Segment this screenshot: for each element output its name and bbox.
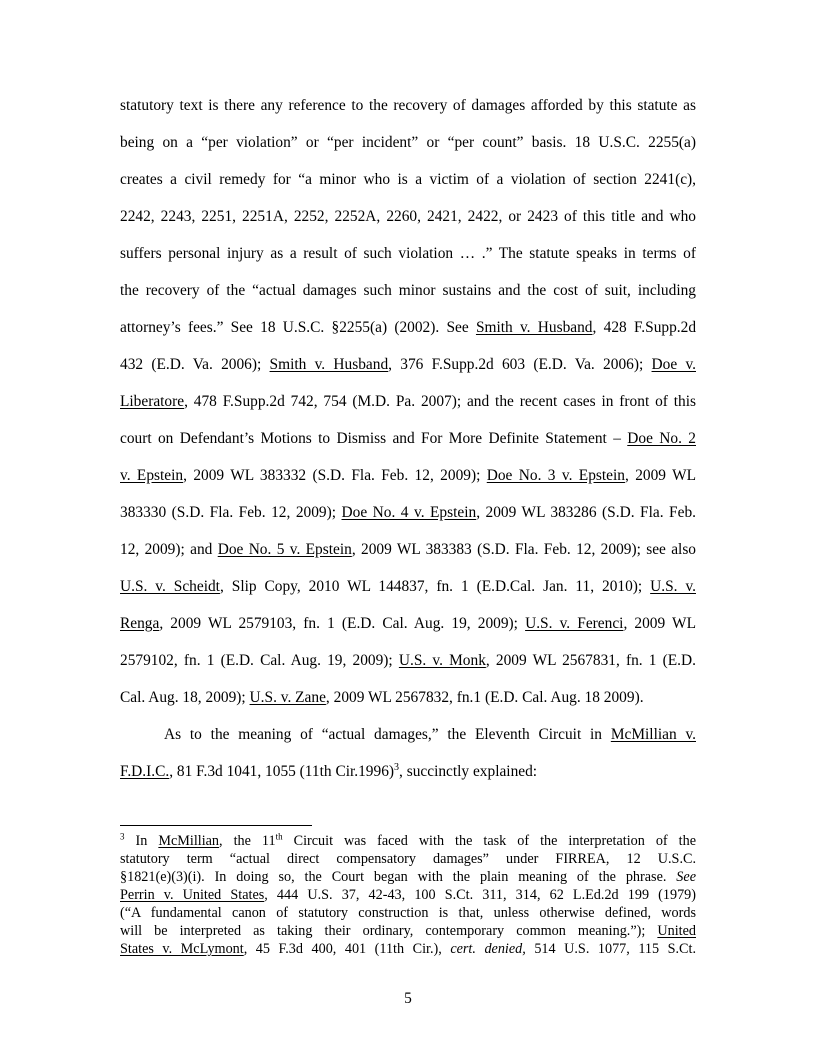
footnote-line [120,923,696,941]
case-citation: States v. McLymont [120,941,244,957]
signal-word: See [676,869,696,885]
body-text: 12, 2009); and [120,541,218,558]
body-text: , 81 F.3d 1041, 1055 (11th Cir.1996) [169,763,395,780]
case-citation: Perrin v. United States [120,887,265,903]
body-text: , 428 F.Supp.2d [592,319,697,336]
footnote-text: will be interpreted as taking their ordinary, contemporary common meaning.”); [120,923,658,939]
case-citation: Liberatore [120,393,185,410]
case-citation: Doe No. 5 v. Epstein [217,541,352,558]
footnote-text: , 444 U.S. 37, 42-43, 100 S.Ct. 311, 314, 62 L.Ed.2d 199 (1979) [264,887,696,903]
body-line [120,429,696,449]
footnote-number: 3 [120,831,125,842]
body-line [120,96,696,116]
body-text: attorney’s fees.” See 18 U.S.C. §2255(a) (2002). See [120,319,476,336]
footnote-line [120,851,696,869]
case-citation: Doe No. 2 [627,430,696,447]
body-text: suffers personal injury as a result of such violation … .” The statute speaks in terms of [120,245,696,262]
case-citation: Smith v. Husband [269,356,389,373]
body-text: the recovery of the “actual damages such minor sustains and the cost of suit, including [120,282,696,299]
body-text: , 2009 WL 2567831, fn. 1 (E.D. [485,652,696,669]
body-line [120,133,696,153]
body-line [120,503,696,523]
body-line [120,577,696,597]
body-text: 2242, 2243, 2251, 2251A, 2252, 2252A, 2260, 2421, 2422, or 2423 of this title and who [120,208,696,225]
body-text: court on Defendant’s Motions to Dismiss and For More Definite Statement – [120,430,628,447]
body-line [120,688,696,708]
body-line [120,762,696,782]
ordinal-suffix: th [275,831,283,842]
body-line [164,725,696,745]
case-citation: U.S. v. Scheidt [120,578,220,595]
case-citation: United [657,923,696,939]
body-line [120,392,696,412]
case-citation: U.S. v. Monk [398,652,486,669]
body-text: As to the meaning of “actual damages,” the Eleventh Circuit in [164,726,611,743]
footnote-reference: 3 [394,761,400,773]
footnote-text: (“A fundamental canon of statutory construction is that, unless otherwise defined, words [120,905,696,921]
body-line [120,318,696,338]
body-text: 432 (E.D. Va. 2006); [120,356,270,373]
footnote-line [120,833,696,851]
footnote-text: statutory term “actual direct compensatory damages” under FIRREA, 12 U.S.C. [120,851,696,867]
footnote-text: , the 11 [219,833,276,849]
body-text: 383330 (S.D. Fla. Feb. 12, 2009); [120,504,342,521]
body-text: , 2009 WL 383286 (S.D. Fla. Feb. [476,504,696,521]
case-citation: U.S. v. Ferenci [525,615,624,632]
case-citation: U.S. v. Zane [249,689,326,706]
footnote-text: In [124,833,159,849]
body-text: 2579102, fn. 1 (E.D. Cal. Aug. 19, 2009); [120,652,399,669]
body-line [120,651,696,671]
body-text: , 2009 WL 383383 (S.D. Fla. Feb. 12, 2009); see also [351,541,697,558]
body-line [120,281,696,301]
body-text: statutory text is there any reference to the recovery of damages afforded by this statute as [120,97,696,114]
footnote-text: §1821(e)(3)(i). In doing so, the Court began with the plain meaning of the phrase. [120,869,677,885]
footnote-line [120,905,696,923]
footnote-separator [120,825,312,826]
signal-word: cert. denied, [450,941,526,957]
body-text: , 2009 WL 383332 (S.D. Fla. Feb. 12, 2009); [183,467,487,484]
page-number: 5 [404,990,412,1007]
body-text: , 376 F.Supp.2d 603 (E.D. Va. 2006); [388,356,652,373]
body-line [120,244,696,264]
case-citation: Smith v. Husband [475,319,593,336]
footnote-line [120,869,696,887]
case-citation: F.D.I.C. [120,763,170,780]
body-text: , Slip Copy, 2010 WL 144837, fn. 1 (E.D.Cal. Jan. 11, 2010); [219,578,651,595]
body-line [120,355,696,375]
body-text: , 2009 WL 2579103, fn. 1 (E.D. Cal. Aug. 19, 2009); [159,615,526,632]
case-citation: Renga [120,615,160,632]
body-text: , 478 F.Supp.2d 742, 754 (M.D. Pa. 2007); and the recent cases in front of this [184,393,696,410]
body-text: , 2009 WL [623,615,696,632]
case-citation: McMillian v. [610,726,696,743]
body-text: , 2009 WL 2567832, fn.1 (E.D. Cal. Aug. 18 2009). [325,689,644,706]
footnote-text: Circuit was faced with the task of the interpretation of the [282,833,697,849]
body-line [120,466,696,486]
body-text: , 2009 WL [624,467,697,484]
footnote-line [120,887,696,905]
body-text: being on a “per violation” or “per incident” or “per count” basis. 18 U.S.C. 2255(a) [120,134,696,151]
body-text: creates a civil remedy for “a minor who is a victim of a violation of section 2241(c), [120,171,696,188]
case-citation: McMillian [158,833,220,849]
footnote-line [120,941,696,959]
case-citation: U.S. v. [650,578,696,595]
body-line [120,170,696,190]
body-text: , succinctly explained: [399,763,538,780]
body-line [120,614,696,634]
body-line [120,207,696,227]
body-line [120,540,696,560]
footnote-text: 514 U.S. 1077, 115 S.Ct. [525,941,697,957]
body-text: Cal. Aug. 18, 2009); [120,689,250,706]
footnote-text: , 45 F.3d 400, 401 (11th Cir.), [243,941,451,957]
case-citation: v. Epstein [120,467,184,484]
case-citation: Doe v. [651,356,696,373]
case-citation: Doe No. 3 v. Epstein [486,467,625,484]
case-citation: Doe No. 4 v. Epstein [341,504,477,521]
